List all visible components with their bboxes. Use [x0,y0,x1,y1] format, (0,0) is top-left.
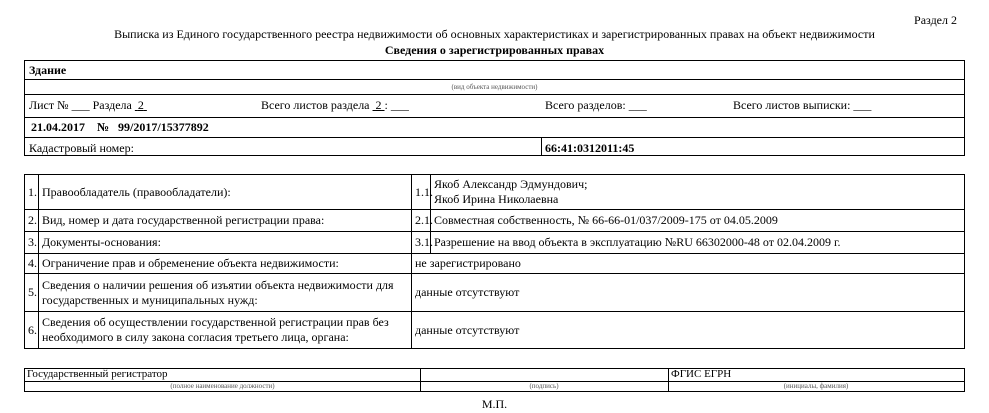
name-caption: (инициалы, фамилия) [783,382,849,390]
row-label: Правообладатель (правообладатели): [39,175,412,210]
row-number: 4. [25,254,39,274]
document-title: Выписка из Единого государственного реестра недвижимости об основных характеристиках и зарегистрированных правах на объект недвижимости [114,27,875,41]
row-label: Документы-основания: [39,232,412,254]
object-type: Здание [29,63,67,77]
table-row [25,175,965,210]
position-caption: (полное наименование должности) [170,382,275,390]
table-row [25,232,965,254]
row-number: 1. [25,175,39,210]
owner-name: Якоб Александр Эдмундович; [434,177,588,191]
table-row [25,274,965,312]
row-value: Совместная собственность, № 66-66-01/037/2009-175 от 04.05.2009 [431,210,965,232]
row-value: данные отсутствуют [412,274,965,312]
total-sheets-section: Всего листов раздела 2 : ___ [261,98,409,112]
table-row [25,254,965,274]
total-sheets-extract: Всего листов выписки: ___ [733,98,872,112]
row-subnumber: 2.1. [412,210,431,232]
row-subnumber: 1.1. [412,175,431,210]
row-number: 5. [25,274,39,312]
row-label: Сведения об осуществлении государственной регистрации прав без необходимого в силу закона согласия третьего лица, органа: [39,312,412,349]
section-number: Раздел 2 [914,13,957,27]
stamp-place: М.П. [481,397,508,411]
row-label: Ограничение прав и обременение объекта недвижимости: [39,254,412,274]
total-sections: Всего разделов: ___ [545,98,647,112]
row-value: данные отсутствуют [412,312,965,349]
row-number: 2. [25,210,39,232]
signature-block [24,368,965,392]
cadastral-label: Кадастровый номер: [29,141,134,155]
registrar-position: Государственный регистратор [27,368,168,380]
object-info-box [24,60,965,156]
table-row [25,210,965,232]
row-label: Сведения о наличии решения об изъятии объекта недвижимости для государственных и муниципальных нужд: [39,274,412,312]
row-value: не зарегистрировано [412,254,965,274]
document-subtitle: Сведения о зарегистрированных правах [384,43,605,57]
row-number: 3. [25,232,39,254]
sheet-number: Лист № ___ Раздела 2 [29,98,144,112]
date-and-number: 21.04.2017 № 99/2017/15377892 [31,120,209,134]
table-row [25,312,965,349]
rights-table [24,174,965,349]
object-type-caption: (вид объекта недвижимости) [451,83,538,91]
owner-name: Якоб Ирина Николаевна [434,192,559,206]
registrar-name: ФГИС ЕГРН [671,368,732,380]
signature-caption: (подпись) [529,382,559,390]
cadastral-number: 66:41:0312011:45 [545,141,635,155]
row-value: Разрешение на ввод объекта в эксплуатацию №RU 66302000-48 от 02.04.2009 г. [431,232,965,254]
row-label: Вид, номер и дата государственной регистрации права: [39,210,412,232]
row-number: 6. [25,312,39,349]
row-value [431,175,965,210]
row-subnumber: 3.1. [412,232,431,254]
